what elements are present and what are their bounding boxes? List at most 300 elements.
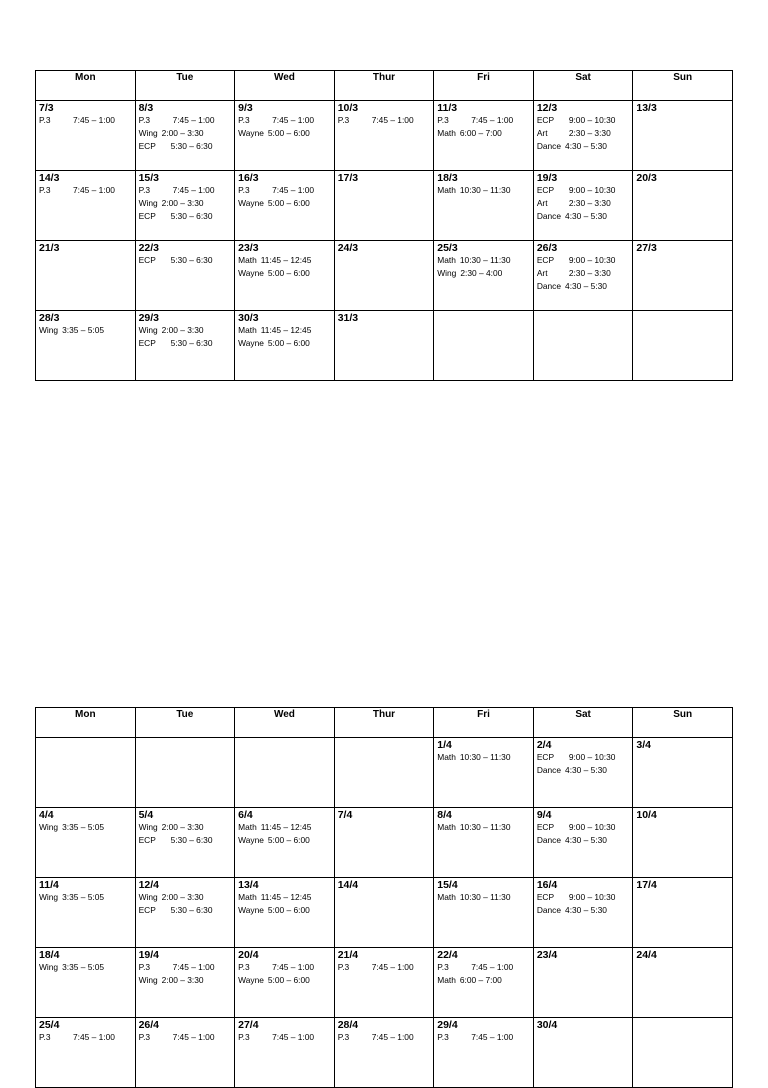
activity-label: P.3 <box>437 115 449 125</box>
day-cell <box>235 738 335 808</box>
day-cell <box>633 171 733 241</box>
weekday-header-tue: Tue <box>135 71 235 101</box>
day-date: 12/3 <box>536 102 558 114</box>
activity-time: 2:00 – 3:30 <box>161 822 204 832</box>
day-date: 14/3 <box>39 172 60 184</box>
schedule-entry <box>238 127 331 140</box>
day-date: 20/3 <box>636 172 657 184</box>
activity-label: Math <box>238 892 257 902</box>
activity-time: 5:00 – 6:00 <box>267 268 310 278</box>
activity-label: P.3 <box>138 962 151 972</box>
schedule-entry <box>139 127 232 140</box>
day-cell <box>334 738 434 808</box>
day-cell <box>434 948 534 1018</box>
activity-label: ECP <box>536 185 555 195</box>
activity-label: P.3 <box>238 1032 250 1042</box>
activity-time: 4:30 – 5:30 <box>565 835 607 845</box>
activity-label: ECP <box>138 905 156 915</box>
day-cell <box>135 241 235 311</box>
schedule-entry <box>139 961 232 974</box>
activity-label: Dance <box>536 765 562 775</box>
activity-time: 9:00 – 10:30 <box>568 255 616 265</box>
activity-time: 7:45 – 1:00 <box>172 115 215 125</box>
april-weeks <box>36 738 733 1088</box>
activity-label: Math <box>238 822 257 832</box>
day-date: 11/3 <box>437 102 458 114</box>
week-row <box>36 878 733 948</box>
activity-time: 7:45 – 1:00 <box>172 1032 215 1042</box>
schedule-entry <box>537 184 630 197</box>
day-date: 2/4 <box>536 739 552 751</box>
activity-time: 2:30 – 3:30 <box>568 268 611 278</box>
schedule-entry <box>39 184 132 197</box>
week-row <box>36 101 733 171</box>
day-date: 5/4 <box>138 809 154 821</box>
activity-label: P.3 <box>138 1032 151 1042</box>
activity-label: Math <box>238 325 257 335</box>
schedule-entry <box>537 904 630 917</box>
day-cell <box>434 738 534 808</box>
activity-time: 10:30 – 11:30 <box>459 255 511 265</box>
activity-time: 2:30 – 4:00 <box>460 268 503 278</box>
day-cell <box>533 808 633 878</box>
schedule-entry <box>437 1031 530 1044</box>
activity-label: Wing <box>39 962 59 972</box>
activity-time: 10:30 – 11:30 <box>459 822 511 832</box>
activity-label: Wing <box>138 975 158 985</box>
schedule-entry <box>139 974 232 987</box>
activity-time: 5:00 – 6:00 <box>267 198 310 208</box>
activity-time: 10:30 – 11:30 <box>459 892 511 902</box>
weekday-header-row <box>36 708 733 738</box>
schedule-entry <box>39 114 132 127</box>
schedule-entry <box>139 904 232 917</box>
day-cell <box>533 171 633 241</box>
activity-label: ECP <box>138 211 156 221</box>
schedule-entry <box>238 267 331 280</box>
day-date: 28/3 <box>39 312 60 324</box>
schedule-entry <box>238 114 331 127</box>
march-weeks <box>36 101 733 381</box>
schedule-entry <box>437 961 530 974</box>
activity-time: 7:45 – 1:00 <box>172 185 215 195</box>
day-cell <box>633 948 733 1018</box>
schedule-entry <box>437 891 530 904</box>
schedule-entry <box>437 974 530 987</box>
day-cell <box>36 948 136 1018</box>
activity-label: ECP <box>536 892 555 902</box>
day-cell <box>235 241 335 311</box>
day-date: 22/3 <box>138 242 159 254</box>
day-date: 25/4 <box>39 1019 60 1031</box>
activity-time: 4:30 – 5:30 <box>565 211 607 221</box>
day-cell <box>235 948 335 1018</box>
activity-label: Math <box>437 185 456 195</box>
weekday-header-fri: Fri <box>434 708 534 738</box>
activity-label: Wing <box>39 892 59 902</box>
day-cell <box>434 808 534 878</box>
activity-time: 5:30 – 6:30 <box>170 905 213 915</box>
day-cell <box>434 1018 534 1088</box>
activity-time: 7:45 – 1:00 <box>73 185 115 195</box>
day-cell <box>135 311 235 381</box>
activity-time: 4:30 – 5:30 <box>565 905 607 915</box>
day-cell <box>533 241 633 311</box>
activity-time: 5:30 – 6:30 <box>170 141 213 151</box>
schedule-entry <box>238 821 331 834</box>
day-cell <box>633 878 733 948</box>
activity-label: P.3 <box>39 115 51 125</box>
schedule-entry <box>437 267 530 280</box>
schedule-entry <box>537 834 630 847</box>
activity-time: 5:00 – 6:00 <box>267 338 310 348</box>
schedule-entry <box>238 904 331 917</box>
activity-label: P.3 <box>39 185 51 195</box>
activity-label: Math <box>437 752 456 762</box>
activity-label: P.3 <box>39 1032 51 1042</box>
activity-time: 7:45 – 1:00 <box>471 962 514 972</box>
activity-time: 7:45 – 1:00 <box>73 115 115 125</box>
day-date: 27/3 <box>636 242 657 254</box>
day-cell <box>235 878 335 948</box>
schedule-entry <box>537 197 630 210</box>
activity-time: 9:00 – 10:30 <box>568 115 616 125</box>
schedule-entry <box>238 1031 331 1044</box>
week-row <box>36 311 733 381</box>
activity-time: 2:30 – 3:30 <box>568 128 611 138</box>
day-cell <box>135 948 235 1018</box>
activity-time: 5:30 – 6:30 <box>170 255 213 265</box>
weekday-header-sun: Sun <box>633 71 733 101</box>
day-date: 21/3 <box>39 242 60 254</box>
activity-label: ECP <box>138 338 156 348</box>
schedule-entry <box>537 140 630 153</box>
schedule-entry <box>139 140 232 153</box>
schedule-entry <box>139 821 232 834</box>
activity-time: 5:30 – 6:30 <box>170 211 213 221</box>
day-cell <box>36 738 136 808</box>
activity-label: ECP <box>536 752 555 762</box>
day-cell <box>135 101 235 171</box>
day-cell <box>334 241 434 311</box>
day-cell <box>36 311 136 381</box>
day-cell <box>36 808 136 878</box>
activity-label: Wing <box>39 325 59 335</box>
schedule-entry <box>338 961 431 974</box>
day-cell <box>36 171 136 241</box>
activity-label: Art <box>536 198 548 208</box>
day-cell <box>334 1018 434 1088</box>
weekday-header-wed: Wed <box>235 708 335 738</box>
schedule-entry <box>238 834 331 847</box>
activity-label: Dance <box>536 281 562 291</box>
schedule-entry <box>338 1031 431 1044</box>
schedule-entry <box>39 821 132 834</box>
weekday-header-thur: Thur <box>334 71 434 101</box>
day-date: 15/3 <box>138 172 159 184</box>
activity-time: 2:00 – 3:30 <box>161 892 204 902</box>
activity-time: 4:30 – 5:30 <box>565 765 607 775</box>
day-cell <box>633 1018 733 1088</box>
activity-label: ECP <box>138 255 156 265</box>
day-date: 1/4 <box>437 739 452 751</box>
day-date: 16/3 <box>238 172 259 184</box>
day-cell <box>334 101 434 171</box>
day-cell <box>235 171 335 241</box>
activity-label: Wing <box>138 822 158 832</box>
day-cell <box>135 738 235 808</box>
day-date: 16/4 <box>536 879 558 891</box>
schedule-entry <box>139 891 232 904</box>
day-date: 17/3 <box>337 172 359 184</box>
activity-label: Wing <box>138 325 158 335</box>
schedule-entry <box>537 254 630 267</box>
activity-time: 10:30 – 11:30 <box>459 185 511 195</box>
day-cell <box>334 878 434 948</box>
activity-time: 7:45 – 1:00 <box>371 115 414 125</box>
activity-label: Math <box>437 255 456 265</box>
day-cell <box>135 808 235 878</box>
weekday-header-sat: Sat <box>533 71 633 101</box>
schedule-entry <box>238 254 331 267</box>
schedule-entry <box>537 821 630 834</box>
activity-time: 5:00 – 6:00 <box>267 975 310 985</box>
activity-label: Wayne <box>238 338 264 348</box>
march-calendar <box>35 70 733 381</box>
activity-time: 6:00 – 7:00 <box>459 128 502 138</box>
day-cell <box>533 878 633 948</box>
schedule-entry <box>537 210 630 223</box>
activity-label: Dance <box>536 141 562 151</box>
activity-label: ECP <box>138 141 156 151</box>
day-cell <box>434 311 534 381</box>
weekday-header-row <box>36 71 733 101</box>
week-row <box>36 738 733 808</box>
day-date: 25/3 <box>437 242 458 254</box>
schedule-entry <box>238 337 331 350</box>
day-cell <box>135 1018 235 1088</box>
schedule-entry <box>437 254 530 267</box>
day-cell <box>334 311 434 381</box>
day-date: 17/4 <box>636 879 657 891</box>
schedule-entry <box>537 891 630 904</box>
schedule-entry <box>437 184 530 197</box>
activity-time: 5:00 – 6:00 <box>267 128 310 138</box>
activity-time: 7:45 – 1:00 <box>471 1032 514 1042</box>
schedule-entry <box>139 834 232 847</box>
activity-time: 2:30 – 3:30 <box>568 198 611 208</box>
day-date: 24/4 <box>636 949 657 961</box>
activity-time: 4:30 – 5:30 <box>565 281 607 291</box>
activity-label: Wayne <box>238 975 264 985</box>
day-date: 10/3 <box>337 102 359 114</box>
activity-time: 9:00 – 10:30 <box>568 752 616 762</box>
activity-label: P.3 <box>238 185 250 195</box>
activity-label: ECP <box>536 115 555 125</box>
activity-time: 3:35 – 5:05 <box>62 962 105 972</box>
weekday-header-tue: Tue <box>135 708 235 738</box>
activity-time: 7:45 – 1:00 <box>471 115 514 125</box>
day-cell <box>36 241 136 311</box>
activity-time: 2:00 – 3:30 <box>161 128 204 138</box>
schedule-entry <box>139 210 232 223</box>
day-date: 13/3 <box>636 102 657 114</box>
day-date: 8/3 <box>138 102 154 114</box>
activity-time: 7:45 – 1:00 <box>172 962 215 972</box>
activity-label: P.3 <box>138 185 151 195</box>
activity-time: 3:35 – 5:05 <box>62 822 105 832</box>
schedule-entry <box>238 891 331 904</box>
activity-label: P.3 <box>238 962 250 972</box>
activity-time: 4:30 – 5:30 <box>565 141 607 151</box>
schedule-entry <box>139 114 232 127</box>
day-date: 7/3 <box>39 102 54 114</box>
day-cell <box>434 878 534 948</box>
day-date: 18/4 <box>39 949 60 961</box>
activity-label: Wing <box>39 822 59 832</box>
activity-label: ECP <box>138 835 156 845</box>
day-date: 21/4 <box>337 949 359 961</box>
activity-label: ECP <box>536 255 555 265</box>
activity-time: 7:45 – 1:00 <box>371 962 414 972</box>
day-cell <box>434 241 534 311</box>
schedule-entry <box>39 324 132 337</box>
day-cell <box>135 878 235 948</box>
schedule-entry <box>437 751 530 764</box>
day-cell <box>334 808 434 878</box>
day-date: 13/4 <box>238 879 259 891</box>
activity-time: 7:45 – 1:00 <box>73 1032 115 1042</box>
activity-time: 5:00 – 6:00 <box>267 905 310 915</box>
day-date: 3/4 <box>636 739 651 751</box>
activity-label: P.3 <box>337 115 350 125</box>
day-date: 24/3 <box>337 242 359 254</box>
activity-time: 10:30 – 11:30 <box>459 752 511 762</box>
activity-time: 5:30 – 6:30 <box>170 835 213 845</box>
activity-time: 7:45 – 1:00 <box>272 962 315 972</box>
day-date: 9/4 <box>536 809 552 821</box>
day-cell <box>235 311 335 381</box>
day-cell <box>135 171 235 241</box>
activity-label: P.3 <box>337 962 350 972</box>
activity-label: P.3 <box>238 115 250 125</box>
schedule-entry <box>139 1031 232 1044</box>
day-cell <box>434 101 534 171</box>
day-cell <box>36 1018 136 1088</box>
activity-time: 11:45 – 12:45 <box>260 255 312 265</box>
activity-time: 6:00 – 7:00 <box>459 975 502 985</box>
schedule-entry <box>338 114 431 127</box>
activity-label: Wing <box>437 268 457 278</box>
activity-label: P.3 <box>437 1032 449 1042</box>
activity-label: P.3 <box>138 115 151 125</box>
day-cell <box>533 948 633 1018</box>
activity-time: 9:00 – 10:30 <box>568 892 616 902</box>
day-date: 27/4 <box>238 1019 259 1031</box>
day-date: 6/4 <box>238 809 253 821</box>
schedule-entry <box>437 821 530 834</box>
activity-time: 2:00 – 3:30 <box>161 325 204 335</box>
activity-label: Art <box>536 128 548 138</box>
schedule-entry <box>238 324 331 337</box>
day-date: 8/4 <box>437 809 452 821</box>
schedule-entry <box>238 974 331 987</box>
activity-label: Wing <box>138 128 158 138</box>
schedule-entry <box>139 254 232 267</box>
day-date: 14/4 <box>337 879 359 891</box>
april-calendar <box>35 707 733 1088</box>
day-date: 28/4 <box>337 1019 359 1031</box>
day-cell <box>36 101 136 171</box>
day-date: 9/3 <box>238 102 253 114</box>
day-cell <box>235 1018 335 1088</box>
activity-time: 11:45 – 12:45 <box>260 822 312 832</box>
day-cell <box>633 311 733 381</box>
day-cell <box>533 1018 633 1088</box>
day-date: 20/4 <box>238 949 259 961</box>
schedule-entry <box>537 764 630 777</box>
activity-label: Art <box>536 268 548 278</box>
day-date: 22/4 <box>437 949 458 961</box>
activity-time: 3:35 – 5:05 <box>62 325 105 335</box>
activity-label: P.3 <box>337 1032 350 1042</box>
weekday-header-thur: Thur <box>334 708 434 738</box>
day-cell <box>235 101 335 171</box>
activity-label: Math <box>437 975 456 985</box>
activity-time: 7:45 – 1:00 <box>272 1032 315 1042</box>
activity-label: Math <box>437 128 456 138</box>
activity-time: 11:45 – 12:45 <box>260 892 312 902</box>
day-date: 30/3 <box>238 312 259 324</box>
day-cell <box>633 738 733 808</box>
activity-time: 11:45 – 12:45 <box>260 325 312 335</box>
activity-label: Wayne <box>238 198 264 208</box>
week-row <box>36 241 733 311</box>
activity-time: 5:30 – 6:30 <box>170 338 213 348</box>
activity-time: 9:00 – 10:30 <box>568 185 616 195</box>
day-cell <box>633 101 733 171</box>
week-row <box>36 948 733 1018</box>
activity-time: 2:00 – 3:30 <box>161 975 204 985</box>
day-cell <box>434 171 534 241</box>
schedule-entry <box>238 184 331 197</box>
activity-label: Wayne <box>238 905 264 915</box>
day-date: 23/3 <box>238 242 259 254</box>
day-date: 30/4 <box>536 1019 558 1031</box>
weekday-header-mon: Mon <box>36 708 136 738</box>
day-date: 10/4 <box>636 809 657 821</box>
activity-time: 3:35 – 5:05 <box>62 892 105 902</box>
day-cell <box>235 808 335 878</box>
schedule-entry <box>537 127 630 140</box>
day-date: 26/3 <box>536 242 558 254</box>
day-cell <box>533 738 633 808</box>
activity-label: Wing <box>138 892 158 902</box>
schedule-entry <box>537 280 630 293</box>
day-cell <box>334 948 434 1018</box>
activity-label: Wayne <box>238 268 264 278</box>
day-date: 18/3 <box>437 172 458 184</box>
schedule-entry <box>39 891 132 904</box>
day-date: 23/4 <box>536 949 558 961</box>
day-cell <box>533 101 633 171</box>
activity-label: Dance <box>536 835 562 845</box>
schedule-entry <box>238 197 331 210</box>
schedule-entry <box>139 324 232 337</box>
day-date: 15/4 <box>437 879 458 891</box>
schedule-entry <box>139 184 232 197</box>
day-date: 12/4 <box>138 879 159 891</box>
